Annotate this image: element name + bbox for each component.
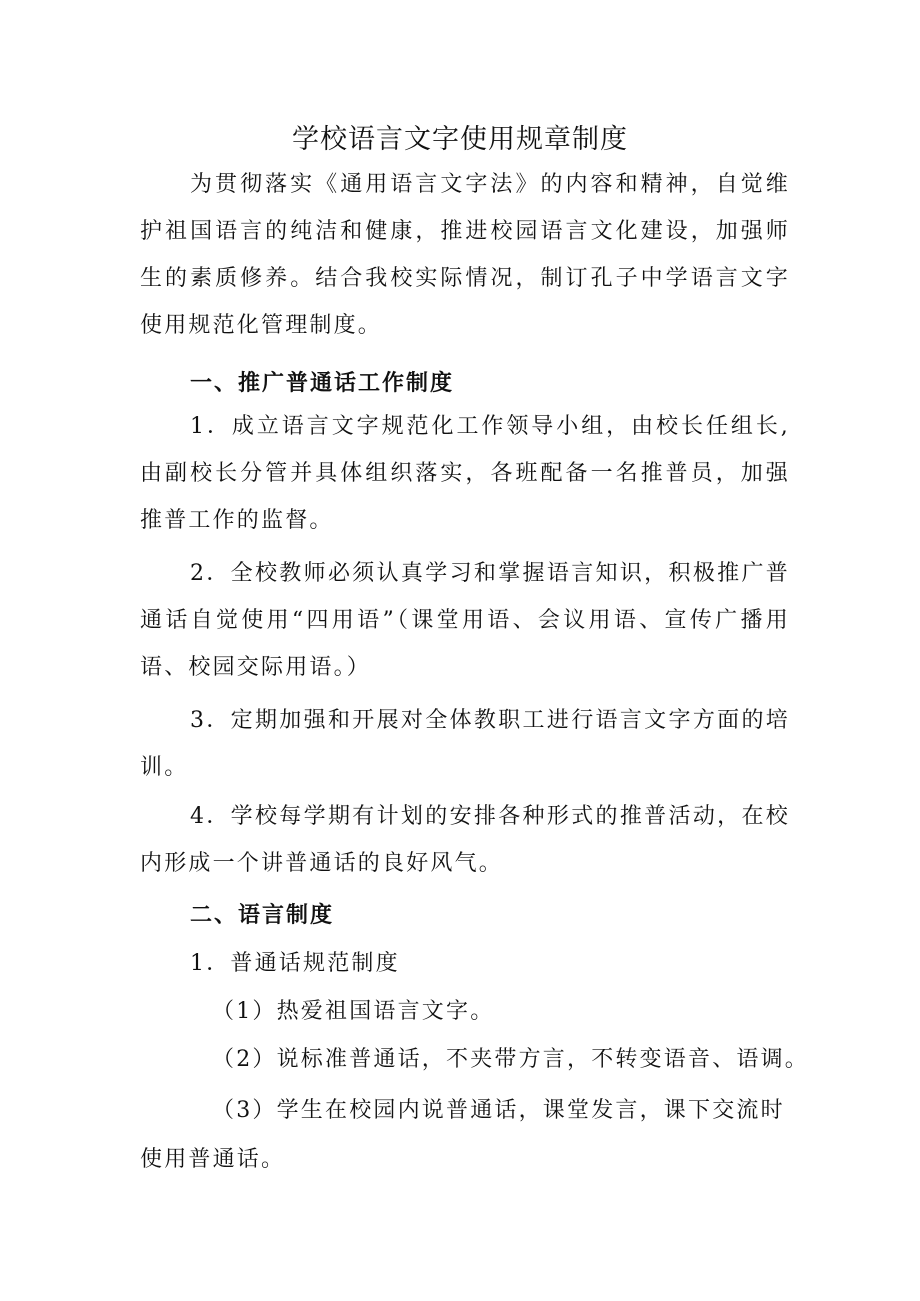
section1-item-2: 2．全校教师必须认真学习和掌握语言知识，积极推广普通话自觉使用“四用语”（课堂用语、会议用语、宣传广播用语、校园交际用语。）: [140, 561, 790, 680]
rule-1: （1）热爱祖国语言文字。: [212, 999, 495, 1024]
section1-item-1: 1．成立语言文字规范化工作领导小组，由校长任组长,由副校长分管并具体组织落实，各班配备一名推普员，加强推普工作的监督。: [140, 414, 790, 533]
section1-heading: 一、推广普通话工作制度: [190, 371, 455, 396]
rule-2: （2）说标准普通话，不夹带方言，不转变语音、语调。: [212, 1047, 809, 1072]
rule-3: （3）学生在校园内说普通话，课堂发言，课下交流时: [212, 1098, 785, 1123]
section1-item-4: 4．学校每学期有计划的安排各种形式的推普活动，在校内形成一个讲普通话的良好风气。: [140, 804, 790, 876]
intro-paragraph: 为贯彻落实《通用语言文字法》的内容和精神，自觉维护祖国语言的纯洁和健康，推进校园语言文化建设，加强师生的素质修养。结合我校实际情况，制订孔子中学语言文字使用规范化管理制度。: [140, 172, 790, 338]
section1-item-3: 3．定期加强和开展对全体教职工进行语言文字方面的培训。: [140, 708, 790, 780]
document-title: 学校语言文字使用规章制度: [292, 124, 628, 155]
rule-3-continued: 使用普通话。: [140, 1147, 286, 1172]
section2-sub-heading: 1．普通话规范制度: [190, 951, 400, 976]
section2-heading: 二、语言制度: [190, 903, 335, 928]
